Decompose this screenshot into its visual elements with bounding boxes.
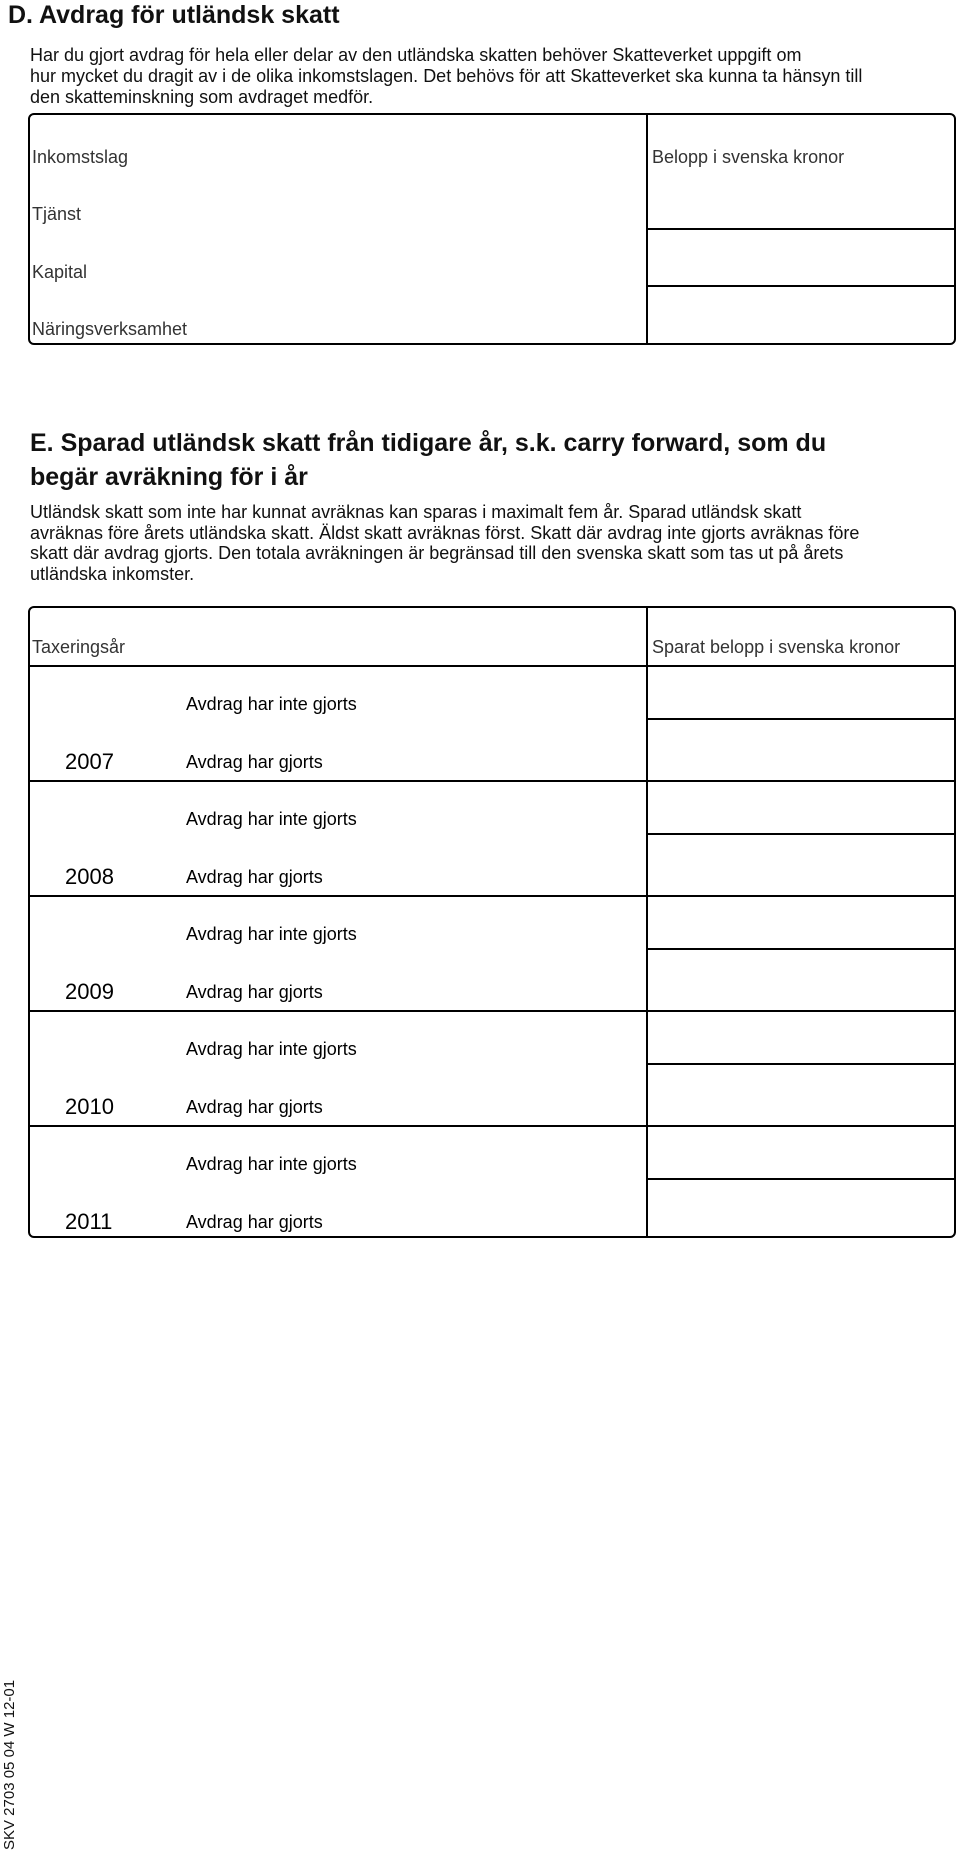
amount-input-naringsverksamhet[interactable] [649,287,954,343]
row-label-kapital: Kapital [32,262,88,282]
section-d-paragraph [30,45,862,108]
column-header-tax-year: Taxeringsår [32,637,126,657]
tax-year-2010: 2010 [65,1094,114,1119]
option-deduction-made-2009[interactable]: Avdrag har gjorts [186,982,323,1002]
row-label-tjanst: Tjänst [32,204,82,224]
paragraph-line: skatt där avdrag gjorts. Den totala avräkningen är begränsad till den svenska skatt som tas ut på årets [30,543,844,563]
paragraph-line: Utländsk skatt som inte har kunnat avräknas kan sparas i maximalt fem år. Sparad utländsk skatt [30,502,802,522]
section-d-title: D. Avdrag för utländsk skatt [8,1,340,29]
option-deduction-made-2007[interactable]: Avdrag har gjorts [186,752,323,772]
saved-amount-input-2010-made[interactable] [649,1065,954,1124]
saved-amount-input-2008-made[interactable] [649,835,954,894]
amount-input-kapital[interactable] [649,230,954,284]
saved-amount-input-2010-not-made[interactable] [649,1013,954,1062]
row-label-naringsverksamhet: Näringsverksamhet [32,319,188,339]
tax-year-2009: 2009 [65,979,114,1004]
saved-amount-input-2009-made[interactable] [649,950,954,1009]
paragraph-line: den skatteminskning som avdraget medför. [30,87,374,107]
column-header-income-type: Inkomstslag [32,147,129,167]
option-deduction-made-2010[interactable]: Avdrag har gjorts [186,1097,323,1117]
option-deduction-not-made-2007[interactable]: Avdrag har inte gjorts [186,694,357,714]
saved-amount-input-2008-not-made[interactable] [649,783,954,832]
section-e-title [30,426,826,494]
column-header-amount-sek: Belopp i svenska kronor [652,147,845,167]
option-deduction-not-made-2011[interactable]: Avdrag har inte gjorts [186,1154,357,1174]
amount-input-tjanst[interactable] [649,172,954,227]
tax-year-2008: 2008 [65,864,114,889]
saved-amount-input-2007-not-made[interactable] [649,668,954,717]
option-deduction-made-2011[interactable]: Avdrag har gjorts [186,1212,323,1232]
option-deduction-made-2008[interactable]: Avdrag har gjorts [186,867,323,887]
saved-amount-input-2009-not-made[interactable] [649,898,954,947]
tax-year-2007: 2007 [65,749,114,774]
form-code: SKV 2703 05 04 W 12-01 [1,1679,18,1850]
option-deduction-not-made-2009[interactable]: Avdrag har inte gjorts [186,924,357,944]
saved-amount-input-2011-not-made[interactable] [649,1128,954,1177]
saved-amount-input-2007-made[interactable] [649,720,954,779]
paragraph-line: utländska inkomster. [30,563,195,584]
paragraph-line: Har du gjort avdrag för hela eller delar av den utländska skatten behöver Skatteverket uppgift om [30,45,802,65]
title-line: E. Sparad utländsk skatt från tidigare år, s.k. carry forward, som du [30,429,827,457]
tax-year-2011: 2011 [65,1209,113,1234]
section-e-paragraph [30,502,859,584]
title-line: begär avräkning för i år [30,463,308,491]
option-deduction-not-made-2008[interactable]: Avdrag har inte gjorts [186,809,357,829]
saved-amount-input-2011-made[interactable] [649,1180,954,1236]
paragraph-line: avräknas före årets utländska skatt. Äldst skatt avräknas först. Skatt där avdrag inte gjorts avräknas före [30,522,860,543]
column-header-saved-amount-sek: Sparat belopp i svenska kronor [652,637,901,657]
option-deduction-not-made-2010[interactable]: Avdrag har inte gjorts [186,1039,357,1059]
paragraph-line: hur mycket du dragit av i de olika inkomstslagen. Det behövs för att Skatteverket ska kunna ta hänsyn till [30,66,863,86]
